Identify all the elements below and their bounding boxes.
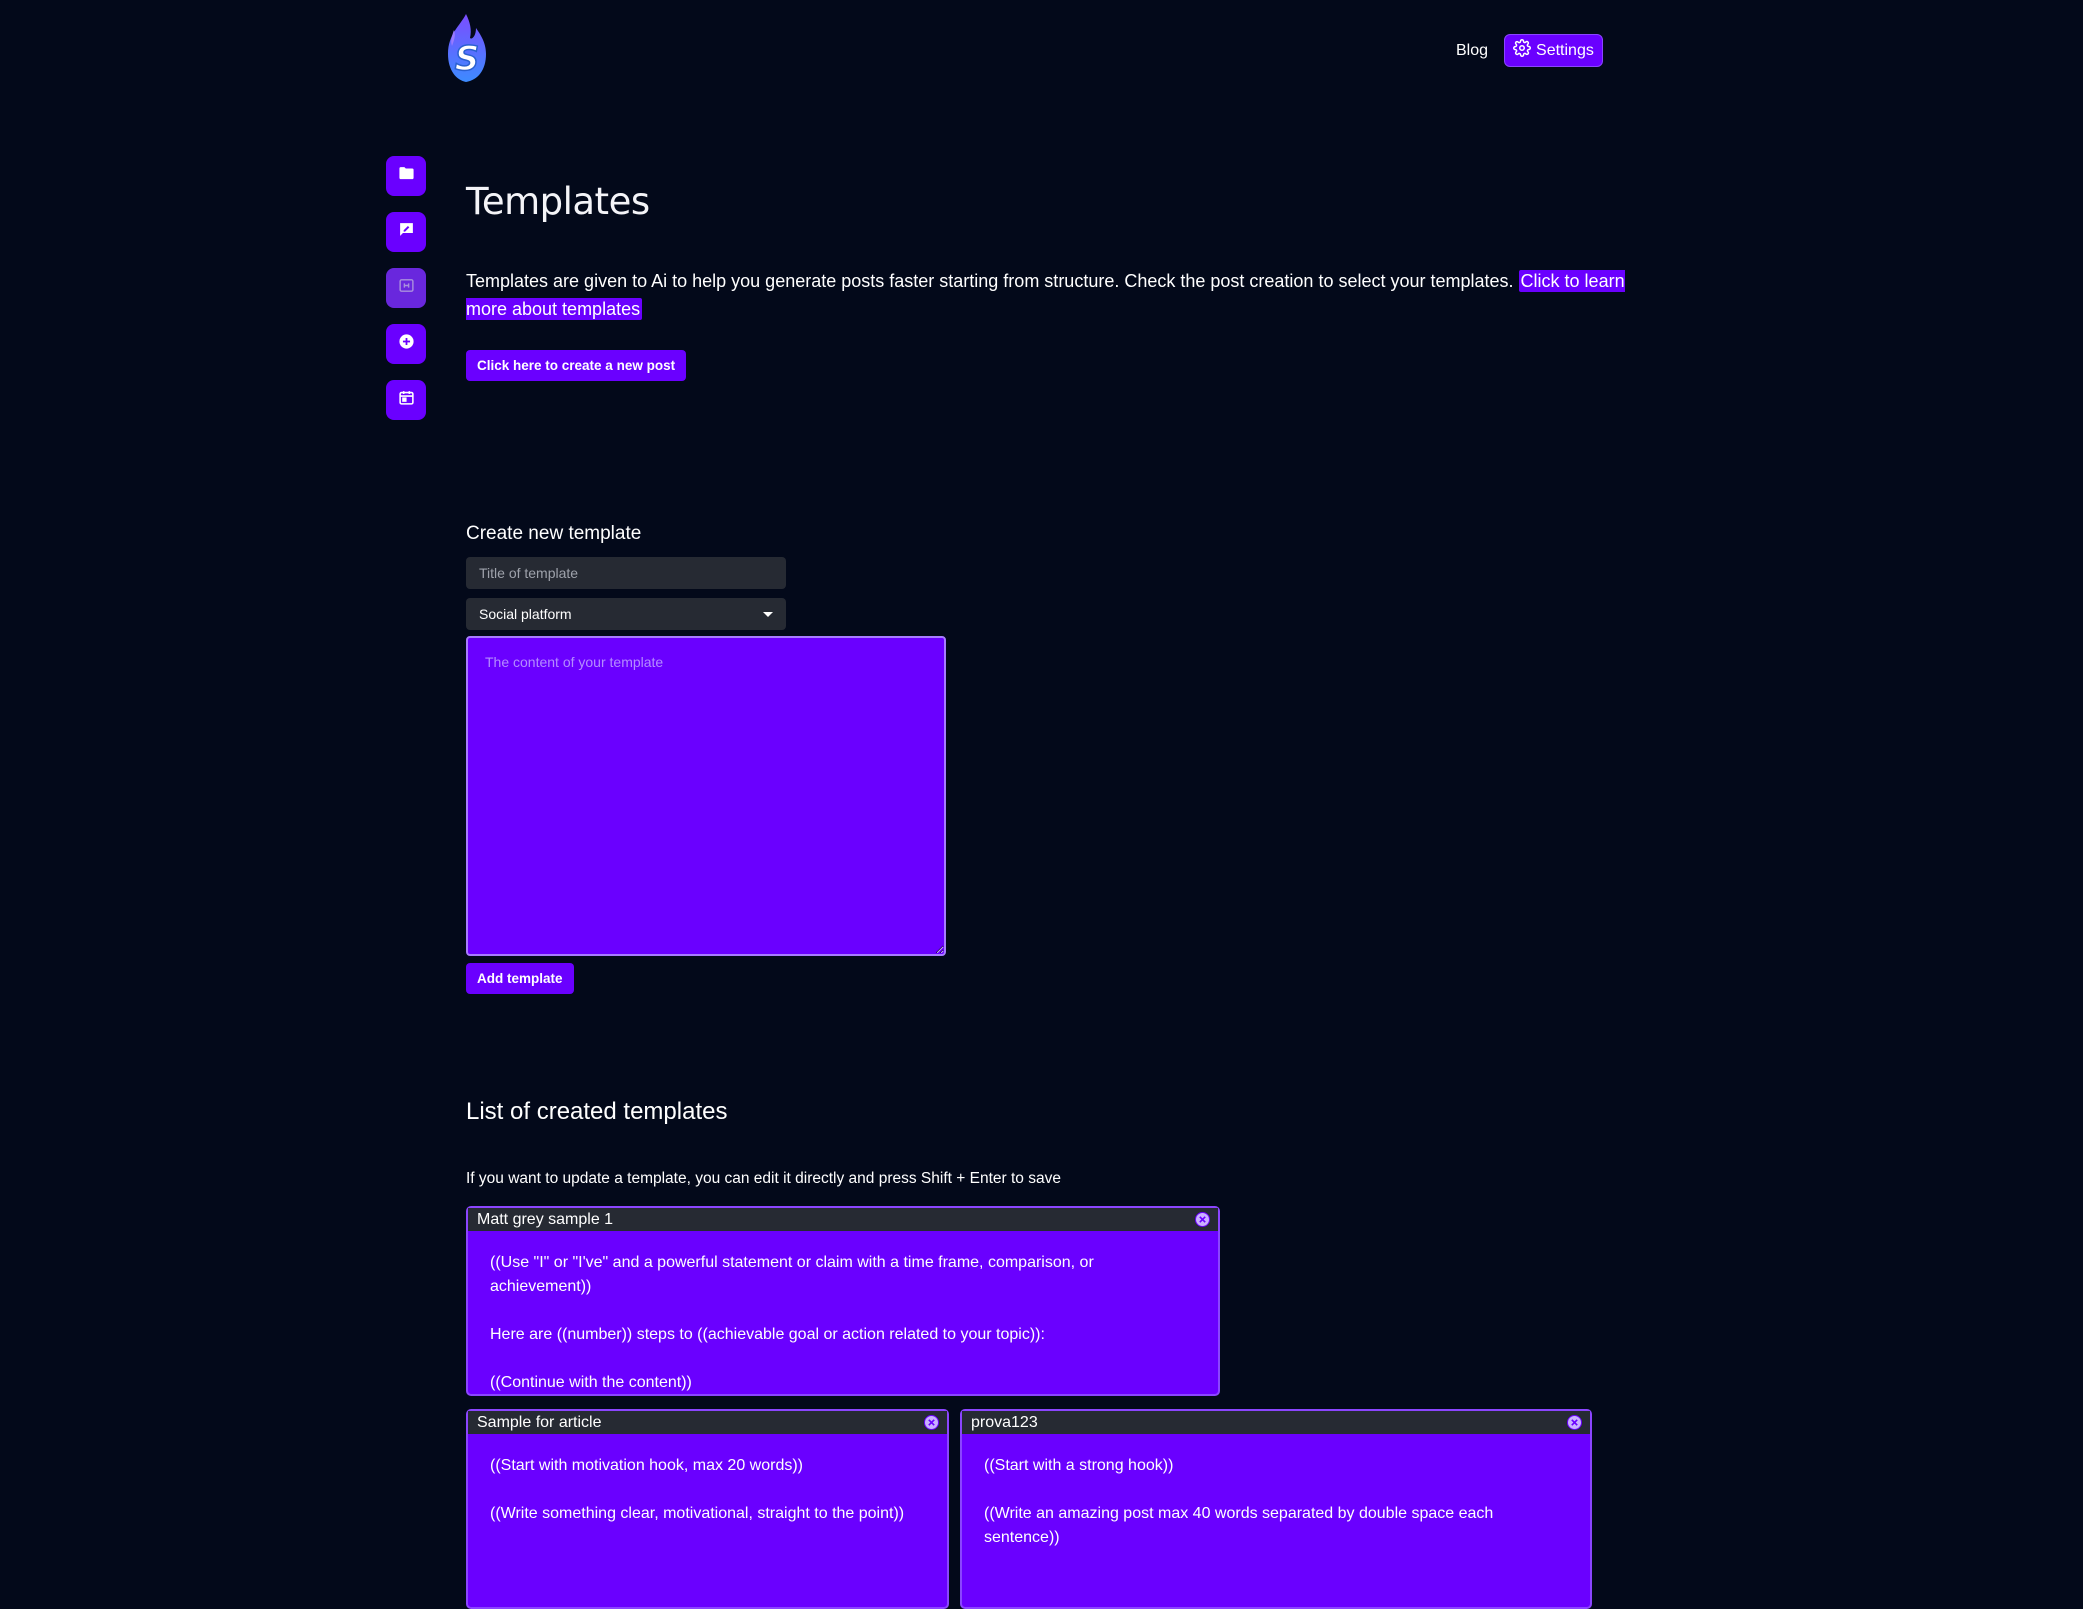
template-line: Here are ((number)) steps to ((achievable goal or action related to your topic)): xyxy=(490,1326,1045,1343)
template-line: ((Start with motivation hook, max 20 words)) xyxy=(490,1457,803,1474)
caret-down-icon xyxy=(763,612,773,617)
gear-icon xyxy=(1513,39,1531,62)
intro-text xyxy=(466,267,1646,323)
template-card-header xyxy=(468,1411,947,1434)
social-platform-value: Social platform xyxy=(479,606,572,622)
delete-template-icon[interactable] xyxy=(1195,1212,1210,1227)
delete-template-icon[interactable] xyxy=(924,1415,939,1430)
template-card[interactable] xyxy=(466,1409,949,1609)
plus-circle-icon xyxy=(398,333,415,355)
sidebar-item-calendar[interactable] xyxy=(386,380,426,420)
social-platform-select[interactable] xyxy=(466,598,786,630)
settings-button[interactable] xyxy=(1504,34,1603,67)
blog-link[interactable]: Blog xyxy=(1456,41,1489,59)
template-content[interactable] xyxy=(962,1434,1590,1570)
page-title: Templates xyxy=(466,180,650,223)
template-title[interactable]: prova123 xyxy=(971,1413,1038,1431)
svg-text:S: S xyxy=(454,39,480,79)
template-line: ((Write an amazing post max 40 words separated by double space each sentence)) xyxy=(984,1505,1494,1546)
template-card[interactable] xyxy=(960,1409,1592,1609)
template-line: ((Start with a strong hook)) xyxy=(984,1457,1174,1474)
template-card[interactable] xyxy=(466,1206,1220,1396)
template-icon xyxy=(398,277,415,299)
template-line: ((Use "I" or "I've" and a powerful statement or claim with a time frame, comparison, or achievement)) xyxy=(490,1254,1094,1295)
sidebar-item-folder[interactable] xyxy=(386,156,426,196)
template-line: ((Continue with the content)) xyxy=(490,1374,692,1391)
delete-template-icon[interactable] xyxy=(1567,1415,1582,1430)
sidebar-item-templates[interactable] xyxy=(386,268,426,308)
folder-icon xyxy=(398,165,415,187)
template-title-input[interactable] xyxy=(466,557,786,589)
template-line: ((Write something clear, motivational, straight to the point)) xyxy=(490,1505,905,1522)
template-card-header xyxy=(468,1208,1218,1231)
main-content xyxy=(466,180,1646,1546)
templates-list-hint: If you want to update a template, you can edit it directly and press Shift + Enter to save xyxy=(466,1170,1061,1187)
template-content[interactable] xyxy=(468,1434,947,1546)
template-content[interactable] xyxy=(468,1231,1218,1415)
template-card-header xyxy=(962,1411,1590,1434)
sidebar xyxy=(386,156,426,420)
template-title[interactable]: Sample for article xyxy=(477,1413,602,1431)
calendar-icon xyxy=(398,389,415,411)
template-title[interactable]: Matt grey sample 1 xyxy=(477,1210,614,1228)
template-content-textarea[interactable] xyxy=(466,636,946,956)
top-nav xyxy=(1456,34,1603,67)
add-template-button[interactable]: Add template xyxy=(466,963,574,994)
flame-s-logo-icon[interactable] xyxy=(440,12,492,84)
intro-description: Templates are given to Ai to help you generate posts faster starting from structure. Check the post creation to select your templates. xyxy=(466,271,1519,291)
create-new-post-button[interactable]: Click here to create a new post xyxy=(466,350,686,381)
templates-list-heading: List of created templates xyxy=(466,1098,728,1125)
settings-label: Settings xyxy=(1536,41,1594,59)
create-template-heading: Create new template xyxy=(466,523,642,544)
learn-more-link[interactable]: Click to learn more about templates xyxy=(466,271,1625,319)
sidebar-item-chat-edit[interactable] xyxy=(386,212,426,252)
sidebar-item-create[interactable] xyxy=(386,324,426,364)
chat-edit-icon xyxy=(398,221,415,243)
